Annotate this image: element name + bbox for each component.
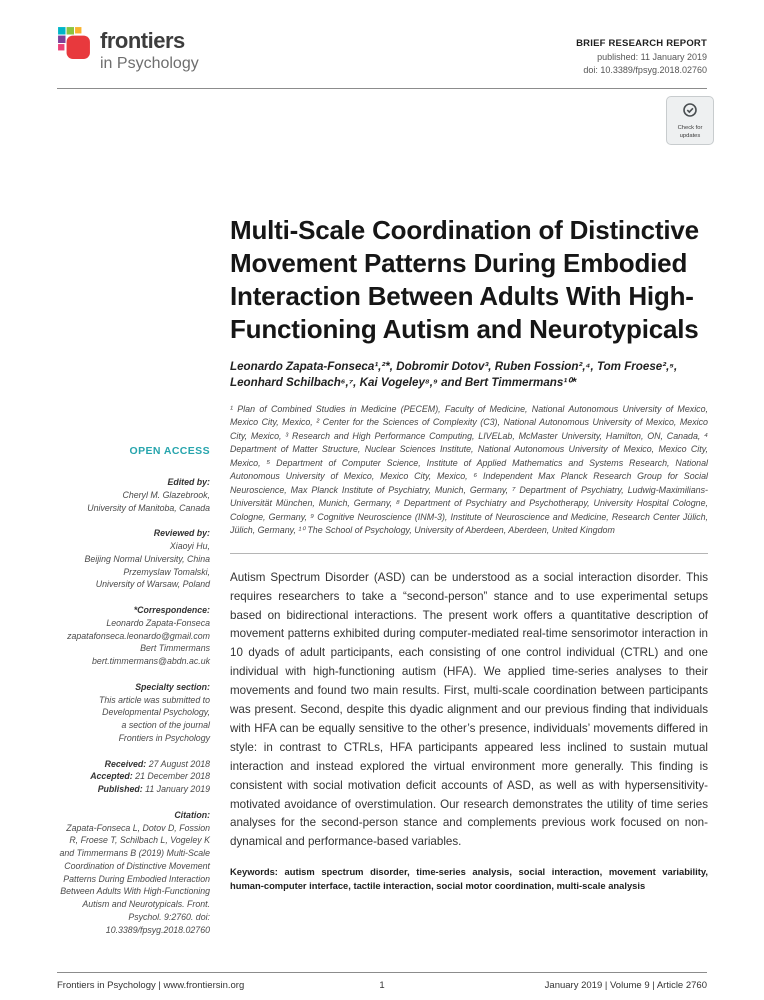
received-label: Received: — [104, 758, 147, 769]
correspondence-label: *Correspondence: — [133, 605, 210, 616]
journal-header — [57, 26, 707, 75]
reviewer-name: Xiaoyi Hu, — [169, 541, 210, 552]
header-divider — [57, 88, 707, 89]
reviewer-affiliation: University of Warsaw, Poland — [95, 579, 210, 590]
specialty-line: Frontiers in Psychology — [118, 732, 210, 743]
article-main — [230, 214, 708, 893]
abstract-text: Autism Spectrum Disorder (ASD) can be understood as a social interaction disorder. This requires researchers to take a “second-person” stance and to use experimental setups based on bidirectional interactions. The present work offers a quantitative description of movement patterns exhibited during computer-mediated real-time sensorimotor interaction in 10 dyads of adult participants, each consisting of one control individual (CTRL) and one individual with high-functioning autism (HFA). We applied time-series analyses to their movements and found two main results. First, multi-scale coordination between participants was present. Second, despite this dyadic alignment and our previous finding that individuals with HFA can be equally sensitive to the other’s presence, individuals’ movements differed in style: in contrast to CTRLs, HFA participants appeared less inclined to sustain mutual interaction and instead explored the virtual environment more generally. This finding is consistent with social motivation deficit accounts of ASD, as well as with hypersensitivity-motivated avoidance of overstimulation. Our research demonstrates the utility of time series analyses for the second-person stance and complements previous work focused on non-dynamical and performance-based variables. — [230, 570, 708, 849]
citation-label: Citation: — [174, 809, 210, 820]
accepted-date: 21 December 2018 — [135, 771, 210, 782]
reviewed-by-section — [57, 527, 210, 591]
article-title: Multi-Scale Coordination of Distinctive Movement Patterns During Embodied Interaction Between Adults With High-Functioning Autism and Neurotypicals — [230, 215, 699, 345]
article-sidebar — [57, 444, 210, 949]
specialty-line: Developmental Psychology, — [102, 707, 210, 718]
correspondence-name: Leonardo Zapata-Fonseca — [106, 617, 210, 628]
brand-name: frontiers — [100, 28, 185, 53]
published-label: Published: — [97, 784, 143, 795]
page-footer — [57, 980, 707, 991]
reviewer-name: Przemyslaw Tomalski, — [123, 566, 210, 577]
citation-section — [57, 809, 210, 937]
published-date: published: 11 January 2019 — [597, 52, 707, 62]
keywords-line: Keywords: autism spectrum disorder, time-series analysis, social interaction, movement variability, human-computer interface, tactile interaction, social motor coordination, multi-scale analysis — [230, 866, 708, 892]
published-date: 11 January 2019 — [145, 784, 210, 795]
doi-link[interactable]: doi: 10.3389/fpsyg.2018.02760 — [583, 65, 707, 75]
correspondence-email[interactable]: zapatafonseca.leonardo@gmail.com — [67, 630, 210, 641]
check-updates-badge[interactable] — [666, 96, 714, 145]
specialty-label: Specialty section: — [135, 681, 210, 692]
report-type-label: BRIEF RESEARCH REPORT — [576, 38, 707, 49]
check-updates-label: Check for updates — [677, 125, 703, 139]
specialty-section — [57, 681, 210, 745]
specialty-line: a section of the journal — [121, 720, 210, 731]
footer-journal-link[interactable]: Frontiers in Psychology | www.frontiersin.org — [57, 980, 245, 991]
footer-citation-info: January 2019 | Volume 9 | Article 2760 — [544, 980, 707, 991]
reviewer-affiliation: Beijing Normal University, China — [84, 553, 210, 564]
brand-text — [100, 26, 199, 72]
frontiers-logo-icon — [57, 26, 91, 60]
brand-journal-name: in Psychology — [100, 55, 199, 72]
correspondence-section — [57, 604, 210, 668]
journal-brand — [57, 26, 199, 72]
accepted-line — [57, 770, 210, 783]
editor-affiliation: University of Manitoba, Canada — [87, 502, 210, 513]
author-list: Leonardo Zapata-Fonseca¹,²*, Dobromir Dotov³, Ruben Fossion²,⁴, Tom Froese²,⁵, Leonhard Schilbach⁶,⁷, Kai Vogeley⁸,⁹ and Bert Timmermans¹⁰* — [230, 360, 678, 390]
received-date: 27 August 2018 — [148, 758, 210, 769]
specialty-line: This article was submitted to — [99, 694, 210, 705]
correspondence-name: Bert Timmermans — [140, 643, 210, 654]
footer-divider — [57, 972, 707, 973]
citation-text: Zapata-Fonseca L, Dotov D, Fossion R, Froese T, Schilbach L, Vogeley K and Timmermans B (2019) Multi-Scale Coordination of Distinctive Movement Patterns During Embodied Interaction Between Adults With High-Functioning Autism and Neurotypicals. Front. Psychol. 9:2760. doi: 10.3389/fpsyg.2018.02760 — [59, 822, 210, 935]
dates-section — [57, 758, 210, 796]
header-meta — [576, 26, 707, 75]
correspondence-email[interactable]: bert.timmermans@abdn.ac.uk — [92, 656, 210, 667]
editor-name: Cheryl M. Glazebrook, — [122, 489, 210, 500]
abstract-divider — [230, 553, 708, 554]
check-updates-icon — [682, 102, 698, 118]
accepted-label: Accepted: — [90, 771, 133, 782]
published-line — [57, 783, 210, 796]
affiliations: ¹ Plan of Combined Studies in Medicine (PECEM), Faculty of Medicine, National Autonomous University of Mexico, Mexico City, Mexico, ² Center for the Sciences of Complexity (C3), National Autonomous University of Mexico, Mexico City, Mexico, ³ Research and High Performance Computing, LIVELab, McMaster University, Hamilton, ON, Canada, ⁴ Department of Matter Structure, Nuclear Sciences Institute, National Autonomous University of Mexico, Mexico City, Mexico, ⁵ Department of Computer Science, Institute of Applied Mathematics and Systems Research, National Autonomous University of Mexico, Mexico City, Mexico, ⁶ Independent Max Planck Research Group for Social Neuroscience, Max Planck Institute of Psychiatry, Munich, Germany, ⁷ Department of Psychiatry, Ludwig-Maximilians-Universität München, Munich, Germany, ⁸ Department of Psychiatry and Psychotherapy, University Hospital Cologne, Cologne, Germany, ⁹ Cognitive Neuroscience (INM-3), Institute of Neuroscience and Medicine, Research Center Jülich, Jülich, Germany, ¹⁰ The School of Psychology, University of Aberdeen, Aberdeen, United Kingdom — [230, 403, 708, 536]
received-line — [57, 758, 210, 771]
edited-by-label: Edited by: — [167, 477, 210, 488]
page-number: 1 — [379, 980, 385, 991]
reviewed-by-label: Reviewed by: — [153, 528, 210, 539]
open-access-label: OPEN ACCESS — [129, 445, 210, 457]
edited-by-section — [57, 476, 210, 514]
